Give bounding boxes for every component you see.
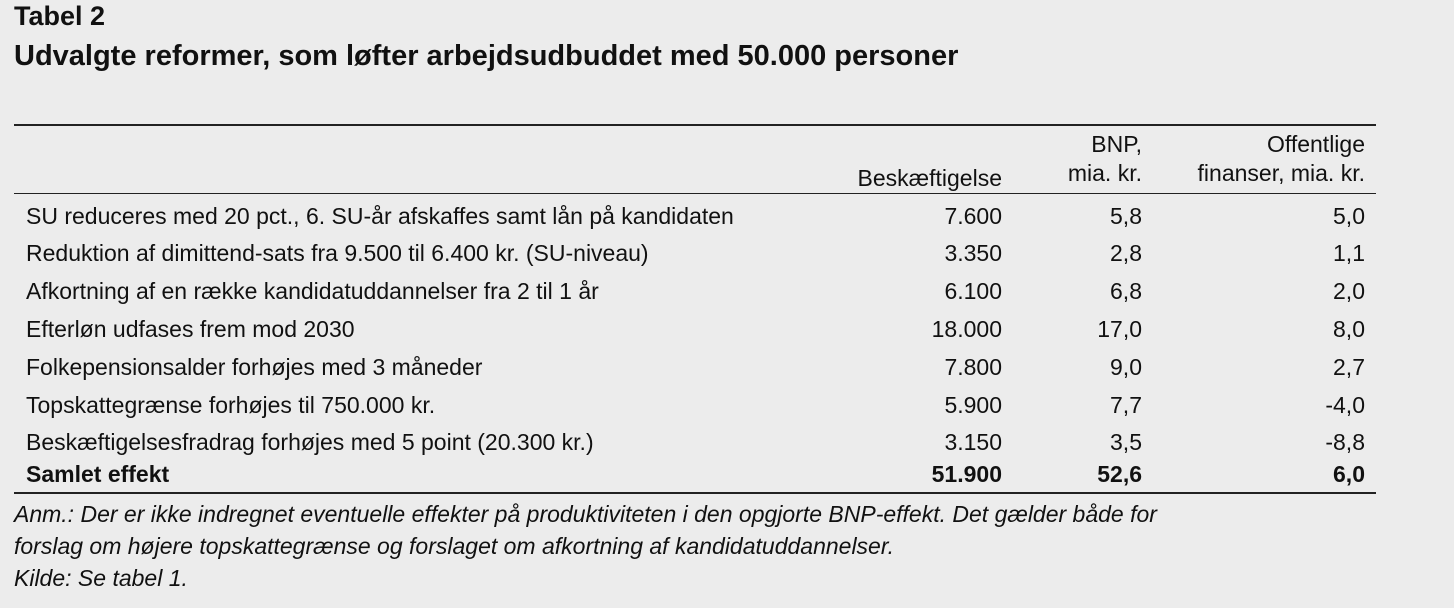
total-employment: 51.900 <box>931 461 1002 487</box>
row-name: Beskæftigelsesfradrag forhøjes med 5 point (20.300 kr.) <box>26 429 594 455</box>
row-finances: 1,1 <box>1333 240 1365 266</box>
row-name: Reduktion af dimittend-sats fra 9.500 til 6.400 kr. (SU-niveau) <box>26 240 649 266</box>
table-row <box>0 423 1454 461</box>
row-gdp: 17,0 <box>1097 316 1142 342</box>
header-finances-line2: finanser, mia. kr. <box>1197 160 1365 186</box>
table-row <box>0 310 1454 348</box>
row-gdp: 6,8 <box>1110 278 1142 304</box>
header-employment-text: Beskæftigelse <box>857 165 1002 191</box>
note-line-1: Anm.: Der er ikke indregnet eventuelle effekter på produktiviteten i den opgjorte BNP-effekt. Det gælder både for <box>14 501 1157 527</box>
header-finances-line1: Offentlige <box>1266 131 1365 157</box>
total-finances: 6,0 <box>1333 461 1365 487</box>
row-name: Afkortning af en række kandidatuddannelser fra 2 til 1 år <box>26 278 599 304</box>
row-name: Topskattegrænse forhøjes til 750.000 kr. <box>26 392 436 418</box>
table-title: Udvalgte reformer, som løfter arbejdsudbuddet med 50.000 personer <box>14 40 959 72</box>
table-row <box>0 234 1454 272</box>
row-employment: 7.800 <box>944 354 1002 380</box>
row-finances: 5,0 <box>1333 203 1365 229</box>
total-row <box>0 459 1454 489</box>
table-row <box>0 272 1454 310</box>
table-label: Tabel 2 <box>14 1 106 31</box>
table-row <box>0 348 1454 386</box>
row-name: Efterløn udfases frem mod 2030 <box>26 316 355 342</box>
row-employment: 6.100 <box>944 278 1002 304</box>
row-employment: 5.900 <box>944 392 1002 418</box>
header-gdp-line1: BNP, <box>1091 131 1142 157</box>
row-gdp: 5,8 <box>1110 203 1142 229</box>
table-row <box>0 197 1454 235</box>
header-rule <box>14 193 1376 194</box>
header-gdp-line2: mia. kr. <box>1067 160 1142 186</box>
row-gdp: 2,8 <box>1110 240 1142 266</box>
note-line-2: forslag om højere topskattegrænse og forslaget om afkortning af kandidatuddannelser. <box>14 533 895 559</box>
row-gdp: 3,5 <box>1110 429 1142 455</box>
row-employment: 7.600 <box>944 203 1002 229</box>
bottom-rule <box>14 492 1376 494</box>
row-gdp: 7,7 <box>1110 392 1142 418</box>
row-finances: 8,0 <box>1333 316 1365 342</box>
table-row <box>0 386 1454 424</box>
row-employment: 18.000 <box>931 316 1002 342</box>
row-finances: -4,0 <box>1325 392 1365 418</box>
row-gdp: 9,0 <box>1110 354 1142 380</box>
source-line: Kilde: Se tabel 1. <box>14 565 188 591</box>
top-rule <box>14 124 1376 126</box>
table-note <box>14 498 1444 594</box>
header-public-finances <box>1198 130 1365 188</box>
row-name: Folkepensionsalder forhøjes med 3 måneder <box>26 354 483 380</box>
header-gdp <box>1068 130 1142 188</box>
total-name: Samlet effekt <box>26 461 170 487</box>
row-finances: -8,8 <box>1325 429 1365 455</box>
total-gdp: 52,6 <box>1097 461 1142 487</box>
row-employment: 3.150 <box>944 429 1002 455</box>
row-finances: 2,0 <box>1333 278 1365 304</box>
row-name: SU reduceres med 20 pct., 6. SU-år afskaffes samt lån på kandidaten <box>26 203 734 229</box>
row-employment: 3.350 <box>944 240 1002 266</box>
header-employment <box>858 164 1002 193</box>
row-finances: 2,7 <box>1333 354 1365 380</box>
